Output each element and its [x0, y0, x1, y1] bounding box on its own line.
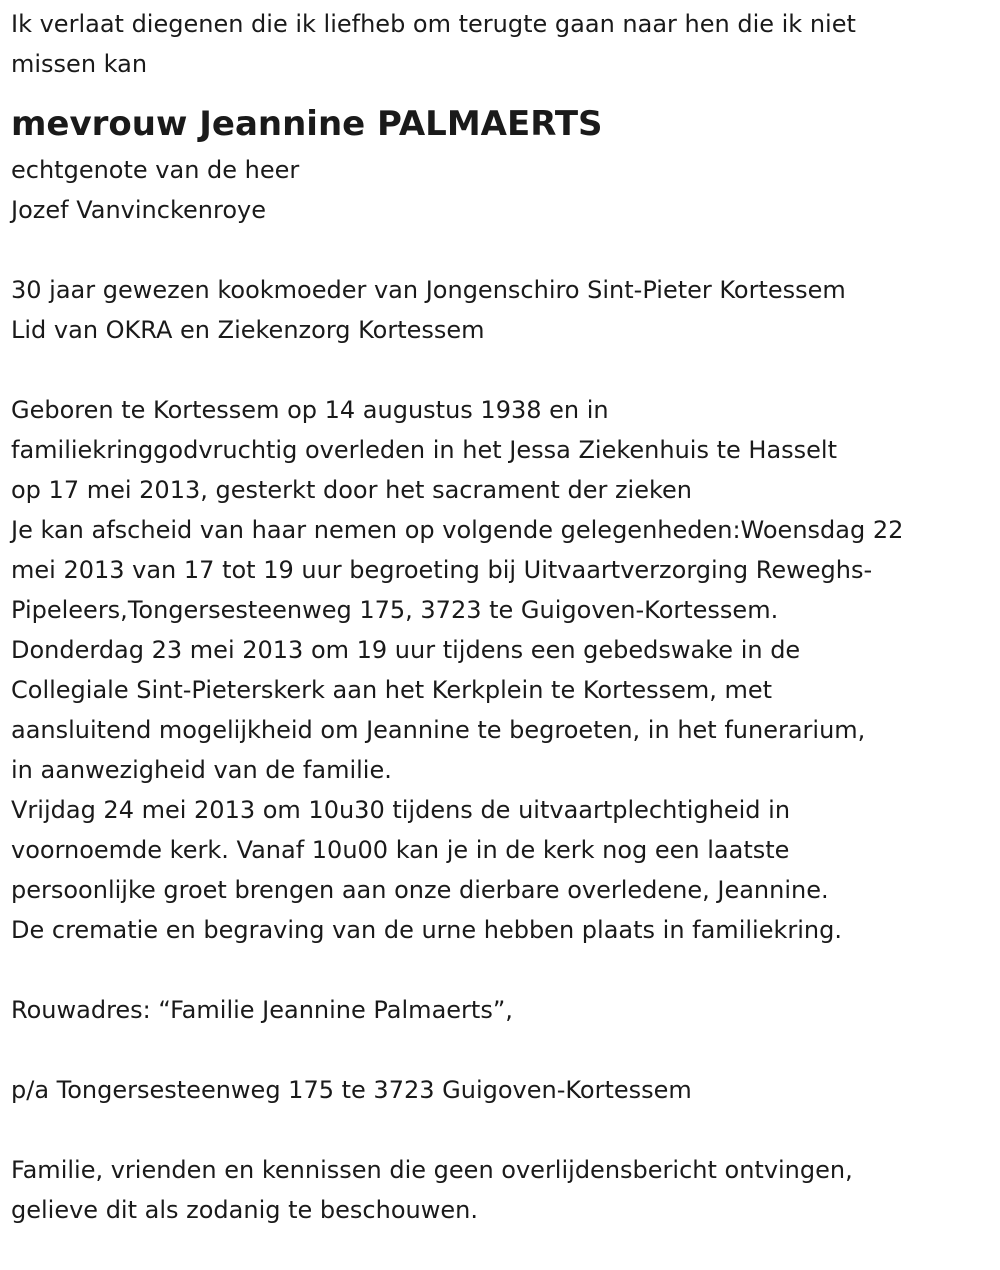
deceased-name: mevrouw Jeannine PALMAERTS — [11, 104, 603, 144]
details-line: persoonlijke groet brengen aan onze dierbare overledene, Jeannine. — [11, 876, 829, 904]
quote-line: missen kan — [11, 50, 148, 78]
details-line: Donderdag 23 mei 2013 om 19 uur tijdens een gebedswake in de — [11, 636, 801, 664]
spacer — [11, 1110, 996, 1150]
quote-line: Ik verlaat diegenen die ik liefheb om terugte gaan naar hen die ik niet — [11, 10, 856, 38]
details-line: mei 2013 van 17 tot 19 uur begroeting bij Uitvaartverzorging Reweghs- — [11, 556, 873, 584]
details-line: Geboren te Kortessem op 14 augustus 1938 en in — [11, 396, 609, 424]
role-line: Lid van OKRA en Ziekenzorg Kortessem — [11, 316, 485, 344]
details-line: voornoemde kerk. Vanaf 10u00 kan je in de kerk nog een laatste — [11, 836, 790, 864]
role-line: 30 jaar gewezen kookmoeder van Jongenschiro Sint-Pieter Kortessem — [11, 276, 846, 304]
mourning-address: Rouwadres: “Familie Jeannine Palmaerts”, — [11, 996, 513, 1024]
spacer — [11, 950, 996, 990]
details-line: in aanwezigheid van de familie. — [11, 756, 392, 784]
opening-quote — [11, 4, 996, 84]
postal-address: p/a Tongersesteenweg 175 te 3723 Guigoven-Kortessem — [11, 1076, 692, 1104]
details-line: Collegiale Sint-Pieterskerk aan het Kerkplein te Kortessem, met — [11, 676, 773, 704]
details-line: Pipeleers,Tongersesteenweg 175, 3723 te Guigoven-Kortessem. — [11, 596, 779, 624]
details-line: De crematie en begraving van de urne hebben plaats in familiekring. — [11, 916, 842, 944]
details-block — [11, 390, 996, 950]
details-line: op 17 mei 2013, gesterkt door het sacrament der zieken — [11, 476, 693, 504]
spouse-line: Jozef Vanvinckenroye — [11, 196, 266, 224]
spacer — [11, 350, 996, 390]
closing-block — [11, 1150, 996, 1230]
closing-line: gelieve dit als zodanig te beschouwen. — [11, 1196, 478, 1224]
spouse-block — [11, 150, 996, 230]
details-line: aansluitend mogelijkheid om Jeannine te begroeten, in het funerarium, — [11, 716, 866, 744]
details-line: Vrijdag 24 mei 2013 om 10u30 tijdens de uitvaartplechtigheid in — [11, 796, 791, 824]
spacer — [11, 230, 996, 270]
details-line: Je kan afscheid van haar nemen op volgende gelegenheden:Woensdag 22 — [11, 516, 904, 544]
closing-line: Familie, vrienden en kennissen die geen overlijdensbericht ontvingen, — [11, 1156, 853, 1184]
details-line: familiekringgodvruchtig overleden in het Jessa Ziekenhuis te Hasselt — [11, 436, 837, 464]
spacer — [11, 1030, 996, 1070]
obituary-notice — [11, 4, 996, 1230]
spouse-line: echtgenote van de heer — [11, 156, 300, 184]
roles-block — [11, 270, 996, 350]
